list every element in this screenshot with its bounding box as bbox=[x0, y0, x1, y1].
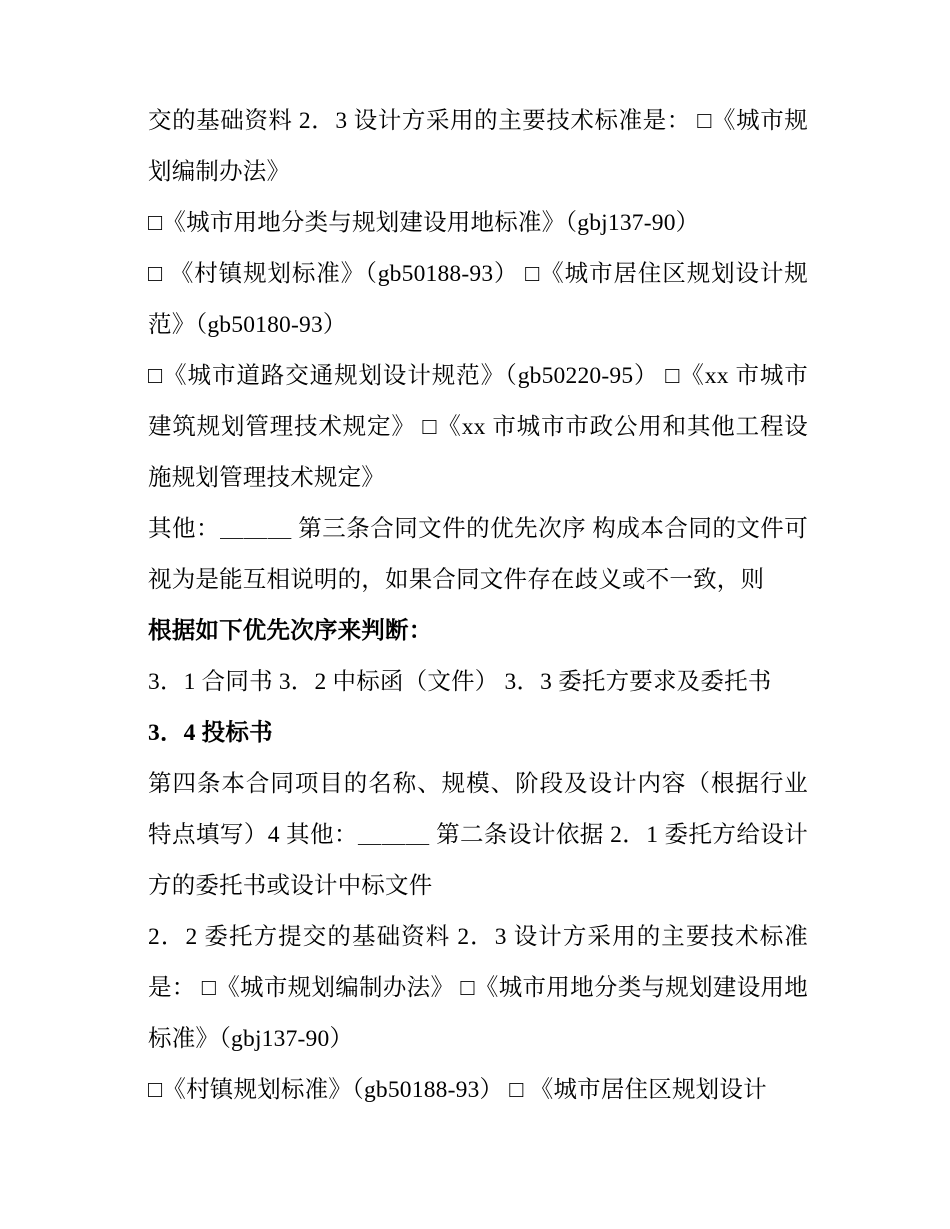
paragraph-6: 根据如下优先次序来判断： bbox=[148, 618, 433, 644]
paragraph-9: 第四条本合同项目的名称、规模、阶段及设计内容（根据行业特点填写）4 其他：＿＿＿ 第二条设计依据 2．1 委托方给设计方的委托书或设计中标文件 bbox=[148, 771, 808, 899]
paragraph-2: □《城市用地分类与规划建设用地标准》（gbj137-90） bbox=[148, 210, 700, 236]
paragraph-8: 3．4 投标书 bbox=[148, 720, 273, 746]
paragraph-5: 其他：＿＿＿ 第三条合同文件的优先次序 构成本合同的文件可视为是能互相说明的，如果合同文件存在歧义或不一致，则 bbox=[148, 516, 808, 593]
document-body bbox=[148, 96, 808, 1116]
paragraph-10: 2．2 委托方提交的基础资料 2．3 设计方采用的主要技术标准是： □《城市规划编制办法》 □《城市用地分类与规划建设用地标准》（gbj137-90） bbox=[148, 924, 808, 1052]
paragraph-3: □ 《村镇规划标准》（gb50188-93） □《城市居住区规划设计规范》（gb50180-93） bbox=[148, 261, 808, 338]
paragraph-7: 3．1 合同书 3．2 中标函（文件） 3．3 委托方要求及委托书 bbox=[148, 669, 772, 695]
paragraph-1: 交的基础资料 2．3 设计方采用的主要技术标准是： □《城市规划编制办法》 bbox=[148, 108, 808, 185]
paragraph-11: □《村镇规划标准》（gb50188-93） □ 《城市居住区规划设计 bbox=[148, 1077, 767, 1103]
paragraph-4: □《城市道路交通规划设计规范》（gb50220-95） □《xx 市城市建筑规划管理技术规定》 □《xx 市城市市政公用和其他工程设施规划管理技术规定》 bbox=[148, 363, 808, 491]
